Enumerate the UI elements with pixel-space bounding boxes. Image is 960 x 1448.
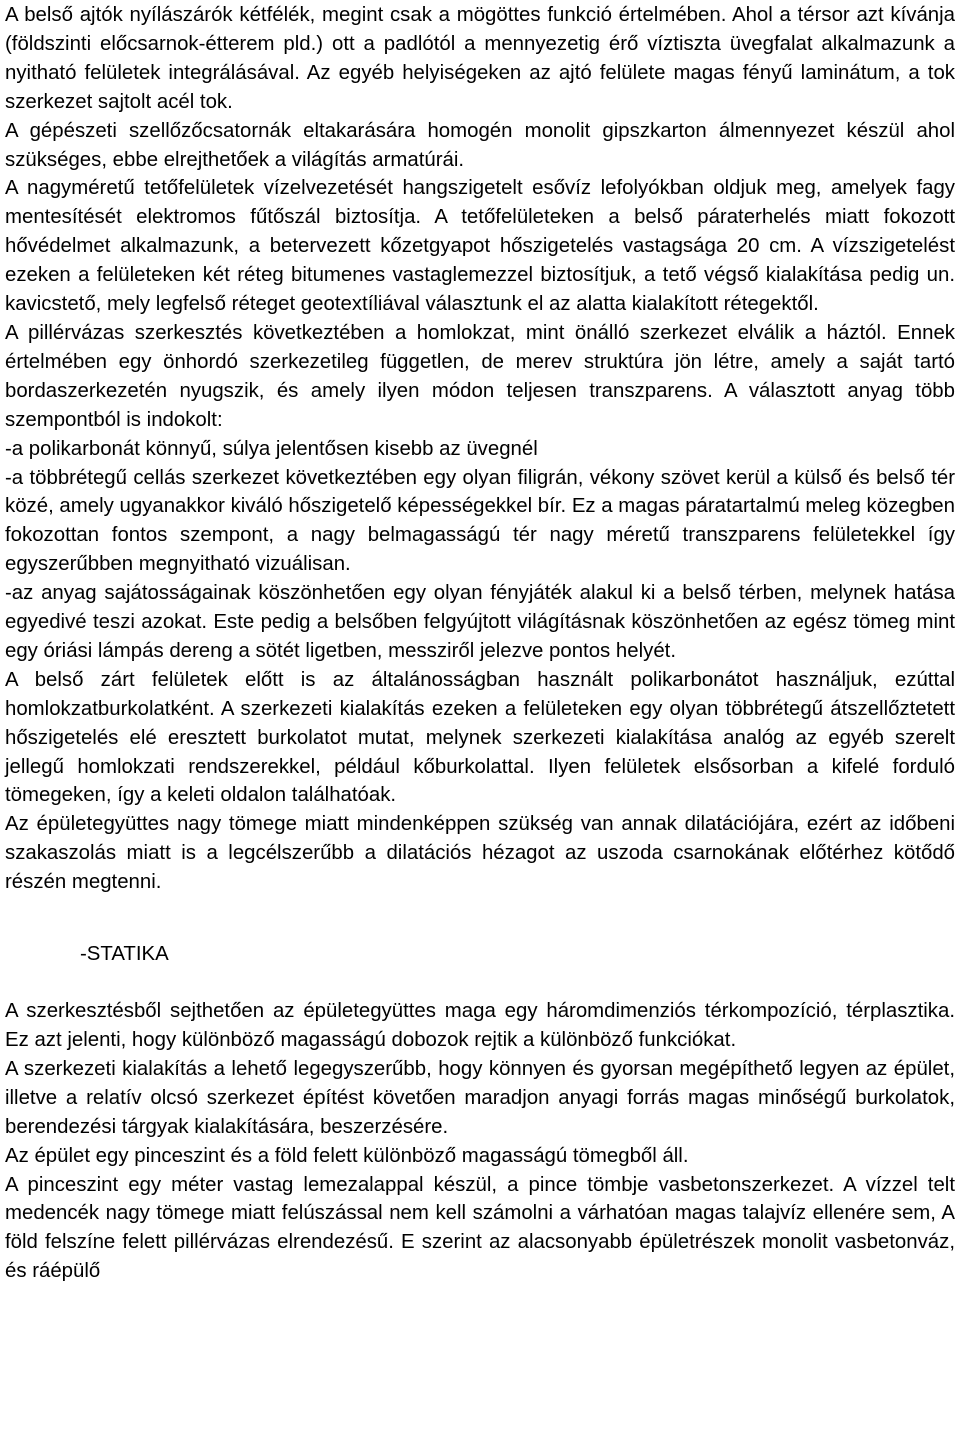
list-item-light-play: -az anyag sajátosságainak köszönhetően egy olyan fényjáték alakul ki a belső térben, melynek hatása egyedivé teszi azokat. Este pedig a belsőben felgyújtott világításnak köszönhetően az egész tömeg mint egy óriási lámpás dereng a sötét ligetben, messziről jelezve pontos helyét. <box>5 582 955 662</box>
paragraph-composition: A szerkesztésből sejthetően az épületegyüttes maga egy háromdimenziós térkompozíció, térplasztika. Ez azt jelenti, hogy különböző magasságú dobozok rejtik a különböző funkciókat. <box>5 1000 955 1051</box>
paragraph-dilatation: Az épületegyüttes nagy tömege miatt mindenképpen szükség van annak dilatációjára, ezért az időbeni szakaszolás miatt is a legcélszerűbb a dilatációs hézagot az uszoda csarnokának előtérhez kötődő részén megtenni. <box>5 813 955 894</box>
spacer <box>5 897 955 940</box>
paragraph-basement: A pinceszint egy méter vastag lemezalappal készül, a pince tömbje vasbetonszerkezet. A vízzel telt medencék nagy tömege miatt felúszással nem kell számolni a várhatóan magas talajvíz ellenére sem, A föld felszíne felett pillérvázas elrendezésű. E szerint az alacsonyabb épületrészek monolit vasbetonváz, és ráépülő <box>5 1173 955 1283</box>
list-item-polycarbonate-weight: -a polikarbonát könnyű, súlya jelentősen kisebb az üvegnél <box>5 437 538 460</box>
paragraph-roof: A nagyméretű tetőfelületek vízelvezetését hangszigetelt esővíz lefolyókban oldjuk meg, amelyek fagy mentesítését elektromos fűtőszál biztosítja. A tetőfelületeken a belső páraterhelés miatt fokozott hővédelmet alkalmazunk, a betervezett kőzetgyapot hőszigetelés vastagsága 20 cm. A vízszigetelést ezeken a felületeken két réteg bitumenes vastaglemezzel biztosítjuk, a tető végső kialakítása pedig un. kavicstető, mely legfelső réteget geotextíliával választunk el az alatta kialakított rétegektől. <box>5 177 955 316</box>
spacer <box>5 968 955 997</box>
paragraph-interior-cladding: A belső zárt felületek előtt is az általánosságban használt polikarbonátot használjuk, ezúttal homlokzatburkolatként. A szerkezeti kialakítás ezeken a felületeken egy olyan többrétegű átszellőztetett hőszigetelés elé eresztett burkolatot mutat, melynek szerkezeti kialakítása analóg az egyéb szerelt jellegű homlokzati rendszerekkel, például kőburkolattal. Ilyen felületek elsősorban a kifelé forduló tömegeken, így a keleti oldalon találhatóak. <box>5 668 955 807</box>
list-item-multilayer-structure: -a többrétegű cellás szerkezet következtében egy olyan filigrán, vékony szövet kerül a külső és belső tér közé, amely ugyanakkor kiváló hőszigetelő képességekkel bír. Ez a magas páratartalmú meleg közegben fokozottan fontos szempont, a nagy belmagasságú tér nagy méretű transzparens felületekkel így egyszerűbben megnyitható vizuálisan. <box>5 466 955 576</box>
document-page <box>5 1 955 1286</box>
section-heading-statika: -STATIKA <box>80 943 169 966</box>
paragraph-facade: A pillérvázas szerkesztés következtében a homlokzat, mint önálló szerkezet elválik a háztól. Ennek értelmében egy önhordó szerkezetileg független, de merev struktúra jön létre, amely a saját tartó bordaszerkezetén nyugszik, és amely ilyen módon teljesen transzparens. A választott anyag több szempontból is indokolt: <box>5 321 955 431</box>
paragraph-levels: Az épület egy pinceszint és a föld felett különböző magasságú tömegből áll. <box>5 1144 689 1167</box>
paragraph-ceiling: A gépészeti szellőzőcsatornák eltakarására homogén monolit gipszkarton álmennyezet készül ahol szükséges, ebbe elrejthetőek a világítás armatúrái. <box>5 119 955 171</box>
paragraph-structure: A szerkezeti kialakítás a lehető legegyszerűbb, hogy könnyen és gyorsan megépíthető legyen az épület, illetve a relatív olcsó szerkezet építést követően maradjon anyagi forrás magas minőségű burkolatok, berendezési tárgyak kialakítására, beszerzésére. <box>5 1057 955 1138</box>
paragraph-doors: A belső ajtók nyílászárók kétfélék, megint csak a mögöttes funkció értelmében. Ahol a térsor azt kívánja (földszinti előcsarnok-étterem pld.) ott a padlótól a mennyezetig érő víztiszta üvegfalat alkalmazunk a nyitható felületek integrálásával. Az egyéb helyiségeken az ajtó felülete magas fényű laminátum, a tok szerkezet sajtolt acél tok. <box>5 4 955 113</box>
